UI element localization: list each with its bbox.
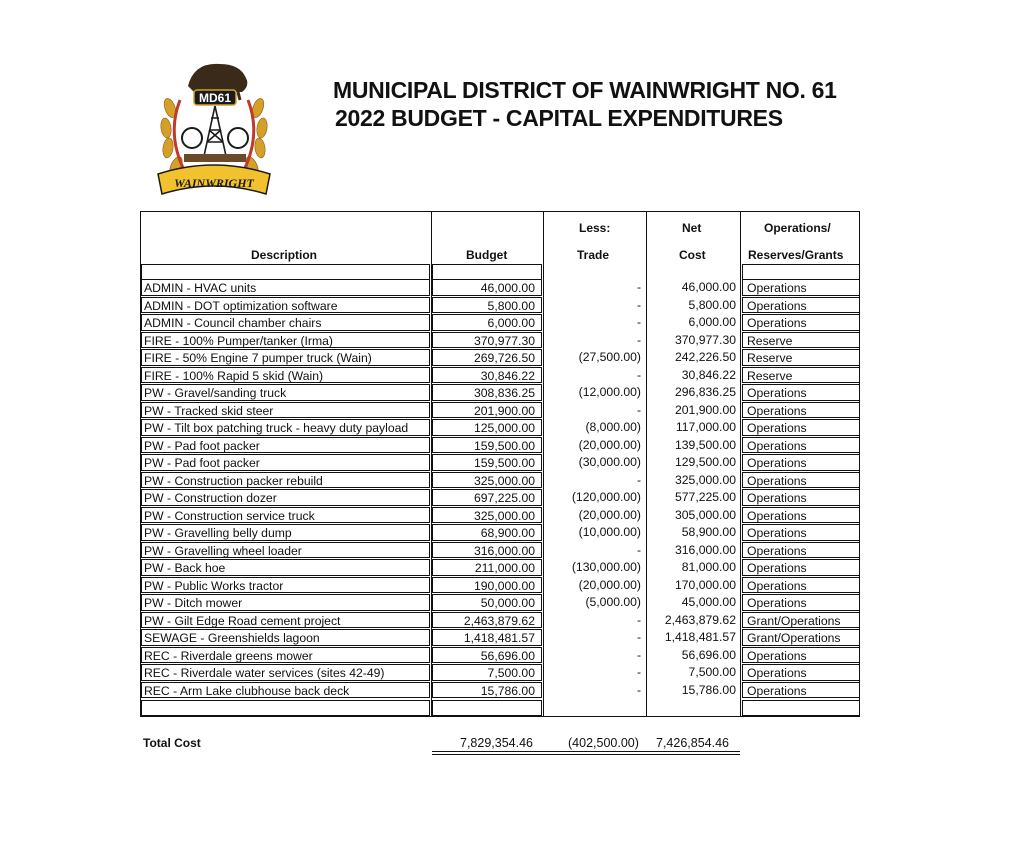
row-funding-source: Reserve — [742, 332, 860, 349]
row-net-cost: 5,800.00 — [688, 297, 736, 312]
table-row — [141, 349, 860, 367]
row-trade: - — [636, 630, 641, 644]
header-budget: Budget — [466, 248, 508, 262]
header-description: Description — [251, 248, 318, 262]
total-underline — [432, 751, 740, 752]
row-description: PW - Pad foot packer — [141, 454, 430, 471]
row-funding-source: Operations — [742, 664, 860, 681]
row-description: PW - Construction dozer — [141, 489, 430, 506]
total-budget: 7,829,354.46 — [460, 736, 533, 750]
row-trade: (20,000.00) — [578, 507, 641, 522]
row-trade: (20,000.00) — [578, 577, 641, 592]
blank-cell — [432, 264, 542, 280]
budget-rows — [141, 279, 860, 699]
row-budget: 159,500.00 — [432, 454, 542, 471]
row-budget: 5,800.00 — [432, 297, 542, 314]
table-row — [141, 612, 860, 630]
title-line-2: 2022 BUDGET - CAPITAL EXPENDITURES — [335, 105, 783, 131]
header-trade: Trade — [577, 248, 610, 262]
row-budget: 50,000.00 — [432, 594, 542, 611]
row-net-cost: 170,000.00 — [675, 577, 736, 592]
table-row — [141, 419, 860, 437]
row-budget: 6,000.00 — [432, 314, 542, 331]
row-budget: 316,000.00 — [432, 542, 542, 559]
logo-badge-text: MD61 — [198, 91, 232, 105]
row-budget: 697,225.00 — [432, 489, 542, 506]
row-funding-source: Grant/Operations — [742, 629, 860, 646]
row-funding-source: Operations — [742, 297, 860, 314]
row-budget: 2,463,879.62 — [432, 612, 542, 629]
row-trade: - — [636, 297, 641, 312]
row-net-cost: 129,500.00 — [675, 455, 736, 469]
row-net-cost: 117,000.00 — [675, 420, 736, 434]
row-description: ADMIN - Council chamber chairs — [141, 314, 430, 331]
row-funding-source: Operations — [742, 489, 860, 506]
row-budget: 308,836.25 — [432, 384, 542, 401]
header-cost: Cost — [679, 248, 706, 262]
row-trade: - — [636, 367, 641, 382]
row-description: FIRE - 100% Pumper/tanker (Irma) — [141, 332, 430, 349]
row-funding-source: Operations — [742, 647, 860, 664]
table-row — [141, 682, 860, 700]
row-description: ADMIN - HVAC units — [141, 279, 430, 296]
row-trade: - — [636, 542, 641, 557]
row-description: REC - Arm Lake clubhouse back deck — [141, 682, 430, 699]
row-description: PW - Back hoe — [141, 559, 430, 576]
row-net-cost: 56,696.00 — [681, 647, 736, 662]
row-description: ADMIN - DOT optimization software — [141, 297, 430, 314]
table-row — [141, 437, 860, 455]
row-funding-source: Operations — [742, 437, 860, 454]
row-net-cost: 242,226.50 — [675, 350, 736, 364]
row-budget: 30,846.22 — [432, 367, 542, 384]
row-net-cost: 7,500.00 — [688, 665, 736, 679]
table-row — [141, 507, 860, 525]
row-budget: 56,696.00 — [432, 647, 542, 664]
row-description: PW - Pad foot packer — [141, 437, 430, 454]
total-net: 7,426,854.46 — [656, 736, 729, 750]
row-funding-source: Operations — [742, 524, 860, 541]
table-row — [141, 542, 860, 560]
row-funding-source: Operations — [742, 594, 860, 611]
row-net-cost: 58,900.00 — [681, 525, 736, 539]
row-net-cost: 45,000.00 — [681, 595, 736, 609]
row-trade: (27,500.00) — [578, 350, 641, 364]
row-net-cost: 370,977.30 — [675, 332, 736, 347]
row-trade: - — [636, 402, 641, 417]
row-net-cost: 81,000.00 — [681, 560, 736, 574]
row-funding-source: Operations — [742, 454, 860, 471]
row-budget: 269,726.50 — [432, 349, 542, 366]
row-trade: - — [636, 315, 641, 329]
row-funding-source: Operations — [742, 559, 860, 576]
table-row — [141, 472, 860, 490]
row-trade: (8,000.00) — [585, 420, 641, 434]
header-less: Less: — [579, 221, 611, 235]
row-funding-source: Operations — [742, 577, 860, 594]
row-budget: 46,000.00 — [432, 279, 542, 296]
row-description: PW - Ditch mower — [141, 594, 430, 611]
row-net-cost: 2,463,879.62 — [664, 612, 736, 627]
row-funding-source: Reserve — [742, 367, 860, 384]
table-row — [141, 594, 860, 612]
row-budget: 7,500.00 — [432, 664, 542, 681]
row-description: REC - Riverdale greens mower — [141, 647, 430, 664]
row-description: PW - Public Works tractor — [141, 577, 430, 594]
row-trade: (10,000.00) — [578, 525, 641, 539]
table-row — [141, 367, 860, 385]
table-row — [141, 384, 860, 402]
row-trade: - — [636, 612, 641, 627]
row-description: FIRE - 100% Rapid 5 skid (Wain) — [141, 367, 430, 384]
row-budget: 211,000.00 — [432, 559, 542, 576]
row-budget: 159,500.00 — [432, 437, 542, 454]
row-trade: (12,000.00) — [578, 385, 641, 399]
table-row — [141, 402, 860, 420]
table-row — [141, 524, 860, 542]
row-trade: (30,000.00) — [578, 455, 641, 469]
table-row — [141, 647, 860, 665]
table-row — [141, 629, 860, 647]
row-net-cost: 577,225.00 — [675, 490, 736, 504]
row-net-cost: 296,836.25 — [675, 385, 736, 399]
row-net-cost: 139,500.00 — [675, 437, 736, 452]
row-funding-source: Operations — [742, 542, 860, 559]
row-description: PW - Tracked skid steer — [141, 402, 430, 419]
header-operations: Operations/ — [764, 221, 831, 235]
row-description: PW - Gravelling belly dump — [141, 524, 430, 541]
row-net-cost: 30,846.22 — [681, 367, 736, 382]
table-row — [141, 664, 860, 682]
row-description: PW - Gilt Edge Road cement project — [141, 612, 430, 629]
total-underline — [432, 754, 740, 755]
row-budget: 190,000.00 — [432, 577, 542, 594]
row-budget: 201,900.00 — [432, 402, 542, 419]
table-row — [141, 314, 860, 332]
table-row — [141, 332, 860, 350]
table-row — [141, 279, 860, 297]
blank-cell — [742, 700, 860, 716]
row-funding-source: Operations — [742, 682, 860, 699]
row-budget: 15,786.00 — [432, 682, 542, 699]
row-trade: (20,000.00) — [578, 437, 641, 452]
header-net: Net — [682, 221, 702, 235]
row-net-cost: 1,418,481.57 — [664, 630, 736, 644]
row-net-cost: 325,000.00 — [675, 472, 736, 487]
row-budget: 68,900.00 — [432, 524, 542, 541]
row-trade: - — [636, 682, 641, 697]
row-trade: - — [636, 647, 641, 662]
total-trade: (402,500.00) — [568, 736, 639, 750]
blank-cell — [742, 264, 860, 280]
row-net-cost: 46,000.00 — [681, 280, 736, 294]
row-net-cost: 201,900.00 — [675, 402, 736, 417]
row-funding-source: Operations — [742, 314, 860, 331]
row-trade: (120,000.00) — [571, 490, 641, 504]
row-funding-source: Operations — [742, 402, 860, 419]
row-description: PW - Gravelling wheel loader — [141, 542, 430, 559]
row-budget: 370,977.30 — [432, 332, 542, 349]
row-budget: 325,000.00 — [432, 507, 542, 524]
md61-logo — [154, 56, 274, 198]
row-trade: (5,000.00) — [585, 595, 641, 609]
row-description: PW - Gravel/sanding truck — [141, 384, 430, 401]
table-row — [141, 489, 860, 507]
blank-cell — [141, 264, 430, 280]
blank-cell — [432, 700, 542, 716]
row-funding-source: Grant/Operations — [742, 612, 860, 629]
header-reserves-grants: Reserves/Grants — [748, 248, 844, 262]
row-description: FIRE - 50% Engine 7 pumper truck (Wain) — [141, 349, 430, 366]
row-net-cost: 6,000.00 — [688, 315, 736, 329]
blank-cell — [141, 700, 430, 716]
row-funding-source: Reserve — [742, 349, 860, 366]
table-row — [141, 454, 860, 472]
row-description: SEWAGE - Greenshields lagoon — [141, 629, 430, 646]
row-budget: 1,418,481.57 — [432, 629, 542, 646]
total-label: Total Cost — [143, 736, 201, 750]
row-description: REC - Riverdale water services (sites 42-49) — [141, 664, 430, 681]
row-net-cost: 15,786.00 — [681, 682, 736, 697]
row-budget: 125,000.00 — [432, 419, 542, 436]
row-trade: - — [636, 280, 641, 294]
row-funding-source: Operations — [742, 472, 860, 489]
row-trade: - — [636, 665, 641, 679]
row-budget: 325,000.00 — [432, 472, 542, 489]
row-trade: - — [636, 472, 641, 487]
row-description: PW - Tilt box patching truck - heavy duty payload — [141, 419, 430, 436]
table-row — [141, 577, 860, 595]
row-description: PW - Construction service truck — [141, 507, 430, 524]
table-row — [141, 297, 860, 315]
row-trade: - — [636, 332, 641, 347]
row-net-cost: 305,000.00 — [675, 507, 736, 522]
logo-banner-text: WAINWRIGHT — [174, 176, 254, 190]
row-funding-source: Operations — [742, 279, 860, 296]
row-funding-source: Operations — [742, 384, 860, 401]
row-funding-source: Operations — [742, 507, 860, 524]
table-row — [141, 559, 860, 577]
row-funding-source: Operations — [742, 419, 860, 436]
row-trade: (130,000.00) — [571, 560, 641, 574]
document-title — [333, 76, 837, 132]
row-net-cost: 316,000.00 — [675, 542, 736, 557]
row-description: PW - Construction packer rebuild — [141, 472, 430, 489]
title-line-1: MUNICIPAL DISTRICT OF WAINWRIGHT NO. 61 — [333, 77, 837, 103]
